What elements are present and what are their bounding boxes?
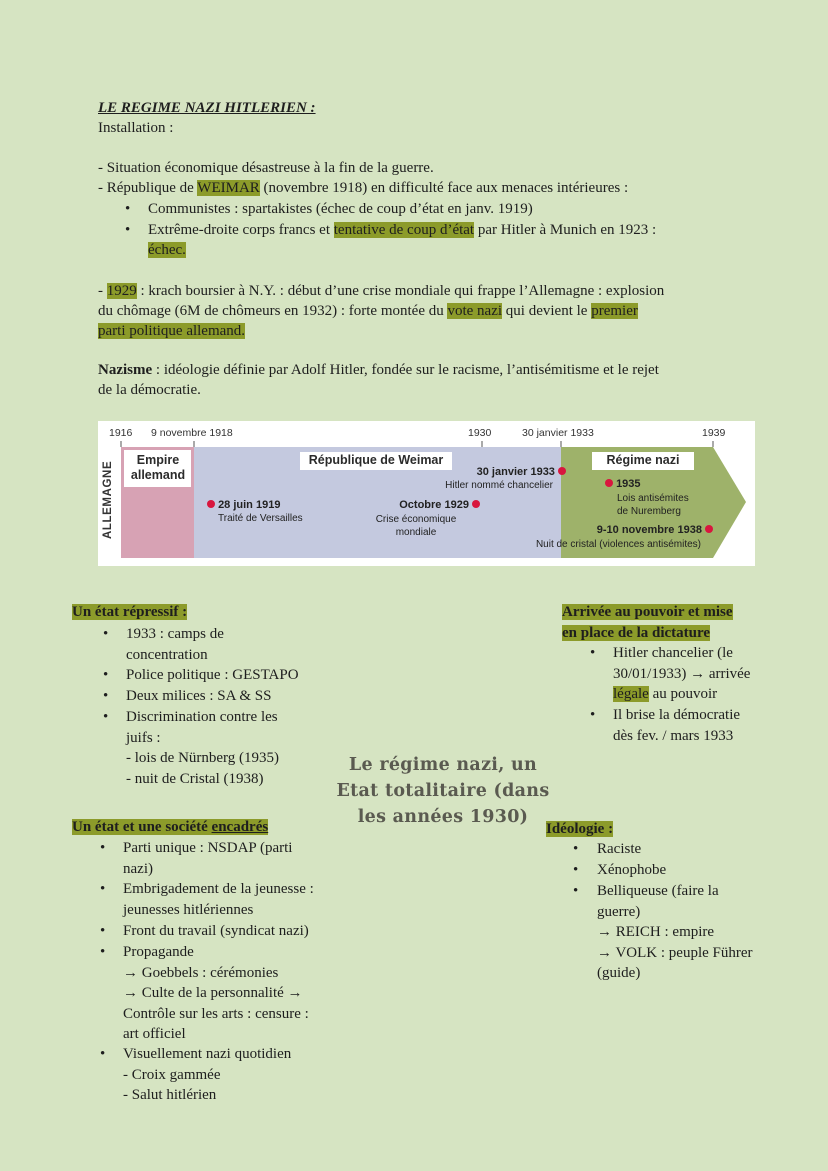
- ideologie-item-3-l4: → VOLK : peuple Führer: [597, 944, 753, 961]
- bullet-dot: •: [100, 881, 106, 897]
- timeline-figure: [98, 421, 755, 566]
- event-1935: [605, 478, 641, 490]
- highlight-echec: échec.: [148, 242, 186, 258]
- event-4-text-2: de Nuremberg: [617, 506, 681, 517]
- repressif-heading: [72, 602, 187, 623]
- encadre-item-4-l4: Contrôle sur les arts : censure :: [123, 1005, 309, 1022]
- event-1-date: 28 juin 1919: [218, 499, 281, 511]
- nazisme-def-2: de la démocratie.: [98, 382, 201, 398]
- bullet-dot: •: [103, 709, 109, 725]
- highlight-1929: 1929: [106, 283, 137, 299]
- event-5-text: Nuit de cristal (violences antisémites): [535, 539, 701, 550]
- center-title-line-1: Le régime nazi, un: [348, 755, 538, 775]
- encadre-heading-hl: [72, 819, 268, 835]
- repressif-item-1-l2: concentration: [126, 646, 208, 663]
- event-dot: [472, 500, 480, 508]
- repressif-item-1: [126, 624, 224, 665]
- event-3-text: Hitler nommé chancelier: [445, 480, 553, 491]
- event-2-text-2: mondiale: [395, 527, 437, 538]
- encadre-item-4-l1: Propagande: [123, 944, 194, 960]
- encadre-heading: [72, 817, 268, 838]
- page-title: LE REGIME NAZI HITLERIEN :: [98, 100, 316, 116]
- bullet-dot: •: [103, 688, 109, 704]
- repressif-item-4-l1: Discrimination contre les: [126, 709, 278, 725]
- encadre-item-4-l2: → Goebbels : cérémonies: [123, 964, 279, 981]
- highlight-coup: tentative de coup d’état: [333, 222, 475, 238]
- arrivee-item-1-l2: 30/01/1933) → arrivée: [613, 665, 751, 682]
- arrivee-item-1: [613, 643, 750, 705]
- bullet-dot: •: [103, 626, 109, 642]
- tick-nov-1918: 9 novembre 1918: [151, 427, 233, 439]
- bullet-dot: •: [590, 707, 596, 723]
- tick-1939: 1939: [702, 427, 726, 439]
- encadre-item-4: [123, 942, 309, 1045]
- encadre-item-2: [123, 879, 314, 920]
- encadre-item-5-l3: - Salut hitlérien: [123, 1087, 217, 1103]
- ideologie-item-1: Raciste: [597, 841, 642, 857]
- ideologie-item-3-l3: → REICH : empire: [597, 924, 715, 940]
- arrivee-item-1-l1: Hitler chancelier (le: [613, 645, 733, 661]
- encadre-item-5: [123, 1044, 291, 1106]
- intro-bullet-2-b: par Hitler à Munich en 1923 :: [474, 222, 657, 238]
- bullet-dot: •: [100, 840, 106, 856]
- event-dot: [705, 525, 713, 533]
- repressif-item-4-l2: juifs :: [126, 729, 161, 746]
- ideologie-item-3-l2: guerre): [597, 903, 641, 920]
- repressif-item-4: [126, 707, 279, 789]
- event-5-date: 9-10 novembre 1938: [596, 524, 702, 536]
- repressif-item-1-l1: 1933 : camps de: [126, 626, 224, 642]
- event-dot: [558, 467, 566, 475]
- event-oct-1929: [378, 499, 480, 511]
- ideologie-heading-text: Idéologie :: [546, 821, 614, 837]
- nazisme-term: Nazisme: [98, 362, 153, 378]
- bullet-dot: •: [573, 841, 579, 857]
- intro-bullet-2-a: Extrême-droite corps francs et: [148, 222, 334, 238]
- event-2-text-1: Crise économique: [375, 514, 457, 525]
- ideologie-item-3: [597, 881, 753, 984]
- center-title-line-3: les années 1930): [357, 807, 529, 827]
- krach-dash: -: [98, 283, 107, 299]
- arrivee-item-2-l2: dès fev. / mars 1933: [613, 727, 734, 744]
- repressif-item-2: Police politique : GESTAPO: [126, 667, 299, 683]
- event-2-text: [366, 513, 466, 539]
- krach-line-2-b: qui devient le: [502, 303, 592, 319]
- intro-bullet-2: [148, 220, 656, 241]
- encadre-heading-b: encadrés: [211, 819, 269, 835]
- encadre-item-4-l5: art officiel: [123, 1026, 186, 1042]
- krach-line-1-text: : krach boursier à N.Y. : début d’une crise mondiale qui frappe l’Allemagne : explosion: [136, 283, 665, 299]
- bullet-dot: •: [100, 944, 106, 960]
- event-dot: [207, 500, 215, 508]
- repressif-item-3: Deux milices : SA & SS: [126, 688, 272, 704]
- repressif-heading-text: Un état répressif :: [72, 604, 188, 620]
- tick-1916: 1916: [109, 427, 133, 439]
- event-28-juin-1919: [207, 499, 280, 511]
- krach-line-2-a: du chômage (6M de chômeurs en 1932) : forte montée du: [98, 303, 448, 319]
- highlight-premier: premier: [591, 303, 638, 319]
- bullet-dot: •: [125, 201, 131, 217]
- encadre-item-1-l1: Parti unique : NSDAP (parti: [123, 840, 293, 856]
- ideologie-heading: [546, 819, 613, 840]
- intro-bullet-2-cont: [148, 240, 186, 261]
- event-1-text: Traité de Versailles: [218, 513, 303, 524]
- nazisme-definition: [98, 360, 659, 381]
- event-jan-1933: [448, 466, 566, 478]
- arrivee-item-2-l1: Il brise la démocratie: [613, 707, 741, 723]
- intro-line-1: - Situation économique désastreuse à la fin de la guerre.: [98, 160, 434, 176]
- krach-line-3: [98, 321, 245, 342]
- event-4-date: 1935: [616, 478, 641, 490]
- bullet-dot: •: [103, 667, 109, 683]
- encadre-item-1-l2: nazi): [123, 860, 153, 877]
- event-3-date: 30 janvier 1933: [476, 466, 555, 478]
- arrivee-item-1-l3-text: au pouvoir: [648, 686, 718, 702]
- bullet-dot: •: [125, 222, 131, 238]
- bullet-dot: •: [100, 923, 106, 939]
- timeline-side-label: ALLEMAGNE: [102, 460, 114, 539]
- tick-jan-1933: 30 janvier 1933: [522, 427, 594, 439]
- arrivee-heading-1: Arrivée au pouvoir et mise: [562, 604, 733, 620]
- encadre-item-2-l1: Embrigadement de la jeunesse :: [123, 881, 314, 897]
- event-4-text-1: Lois antisémites: [617, 493, 689, 504]
- intro-line-2-a: - République de: [98, 180, 198, 196]
- arrivee-heading: [562, 602, 733, 643]
- event-nov-1938: [568, 524, 713, 536]
- arrivee-item-1-l3: [613, 684, 750, 705]
- highlight-parti: parti politique allemand.: [98, 323, 246, 339]
- intro-line-2-b: (novembre 1918) en difficulté face aux menaces intérieures :: [259, 180, 629, 196]
- event-4-text: [617, 492, 689, 518]
- event-2-date: Octobre 1929: [399, 499, 469, 511]
- ideologie-item-2: Xénophobe: [597, 862, 667, 878]
- encadre-item-5-l1: Visuellement nazi quotidien: [123, 1046, 292, 1062]
- arrivee-heading-2: en place de la dictature: [562, 624, 711, 641]
- highlight-vote-nazi: vote nazi: [447, 303, 503, 319]
- tick-1930: 1930: [468, 427, 492, 439]
- encadre-item-1: [123, 838, 292, 879]
- arrivee-item-2: [613, 705, 740, 746]
- intro-line-2: [98, 178, 628, 199]
- center-title: [318, 752, 568, 830]
- krach-line-1: [98, 281, 664, 302]
- intro-bullet-1: Communistes : spartakistes (échec de coup d’état en janv. 1919): [148, 201, 533, 217]
- nazisme-def-1: : idéologie définie par Adolf Hitler, fondée sur le racisme, l’antisémitisme et le rejet: [152, 362, 659, 378]
- krach-line-2: [98, 301, 638, 322]
- event-dot: [605, 479, 613, 487]
- ideologie-item-3-l1: Belliqueuse (faire la: [597, 883, 719, 899]
- bullet-dot: •: [573, 862, 579, 878]
- label-regime-nazi: Régime nazi: [606, 453, 680, 467]
- encadre-item-4-l3: → Culte de la personnalité →: [123, 985, 303, 1001]
- section-subtitle: Installation :: [98, 120, 174, 136]
- encadre-item-5-l2: - Croix gammée: [123, 1066, 221, 1083]
- label-empire: Empire allemand: [130, 453, 186, 482]
- highlight-weimar: WEIMAR: [197, 180, 260, 196]
- highlight-legale: légale: [613, 686, 649, 702]
- label-weimar: République de Weimar: [308, 453, 444, 467]
- encadre-heading-a: Un état et une société: [72, 819, 212, 835]
- encadre-item-3: Front du travail (syndicat nazi): [123, 923, 309, 939]
- bullet-dot: •: [100, 1046, 106, 1062]
- center-title-line-2: Etat totalitaire (dans: [336, 781, 550, 801]
- repressif-item-4-l4: - nuit de Cristal (1938): [126, 770, 264, 787]
- encadre-item-2-l2: jeunesses hitlériennes: [123, 901, 254, 918]
- bullet-dot: •: [590, 645, 596, 661]
- ideologie-item-3-l5: (guide): [597, 965, 641, 981]
- repressif-item-4-l3: - lois de Nürnberg (1935): [126, 750, 280, 766]
- bullet-dot: •: [573, 883, 579, 899]
